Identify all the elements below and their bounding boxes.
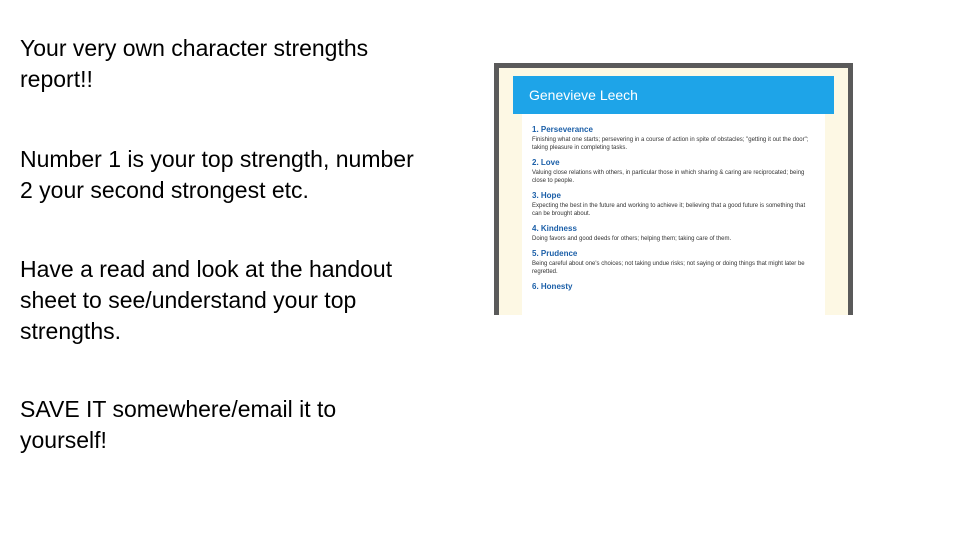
strength-title: 4. Kindness bbox=[532, 224, 577, 233]
ranking-text: Number 1 is your top strength, number 2 your second strongest etc. bbox=[20, 146, 414, 203]
strength-desc: Valuing close relations with others, in particular those in which sharing & caring are reciprocated; being close to people. bbox=[532, 170, 805, 184]
report-header bbox=[513, 76, 834, 114]
handout-text: Have a read and look at the handout sheet to see/understand your top strengths. bbox=[20, 256, 393, 344]
intro-text: Your very own character strengths report!! bbox=[20, 35, 369, 92]
strength-desc: Being careful about one's choices; not taking undue risks; not saying or doing things that might later be regretted. bbox=[532, 261, 805, 275]
strength-item bbox=[532, 248, 815, 276]
strength-title: 5. Prudence bbox=[532, 249, 578, 258]
report-page bbox=[499, 68, 848, 315]
strength-title: 2. Love bbox=[532, 158, 560, 167]
report-body bbox=[522, 114, 825, 315]
strength-item bbox=[532, 281, 815, 292]
strength-item bbox=[532, 124, 815, 152]
strength-title: 1. Perseverance bbox=[532, 125, 593, 134]
strength-title: 3. Hope bbox=[532, 191, 561, 200]
strength-item bbox=[532, 157, 815, 185]
strength-item bbox=[532, 223, 815, 243]
strength-desc: Expecting the best in the future and working to achieve it; believing that a good future is something that can be brought about. bbox=[532, 203, 806, 217]
strength-desc: Finishing what one starts; persevering in a course of action in spite of obstacles; "getting it out the door"; taking pleasure in completing tasks. bbox=[532, 137, 809, 151]
strength-title: 6. Honesty bbox=[532, 282, 573, 291]
report-name: Genevieve Leech bbox=[529, 87, 638, 103]
strength-desc: Doing favors and good deeds for others; helping them; taking care of them. bbox=[532, 236, 732, 242]
report-screenshot bbox=[494, 63, 853, 315]
save-text: SAVE IT somewhere/email it to yourself! bbox=[20, 396, 337, 453]
strength-item bbox=[532, 190, 815, 218]
